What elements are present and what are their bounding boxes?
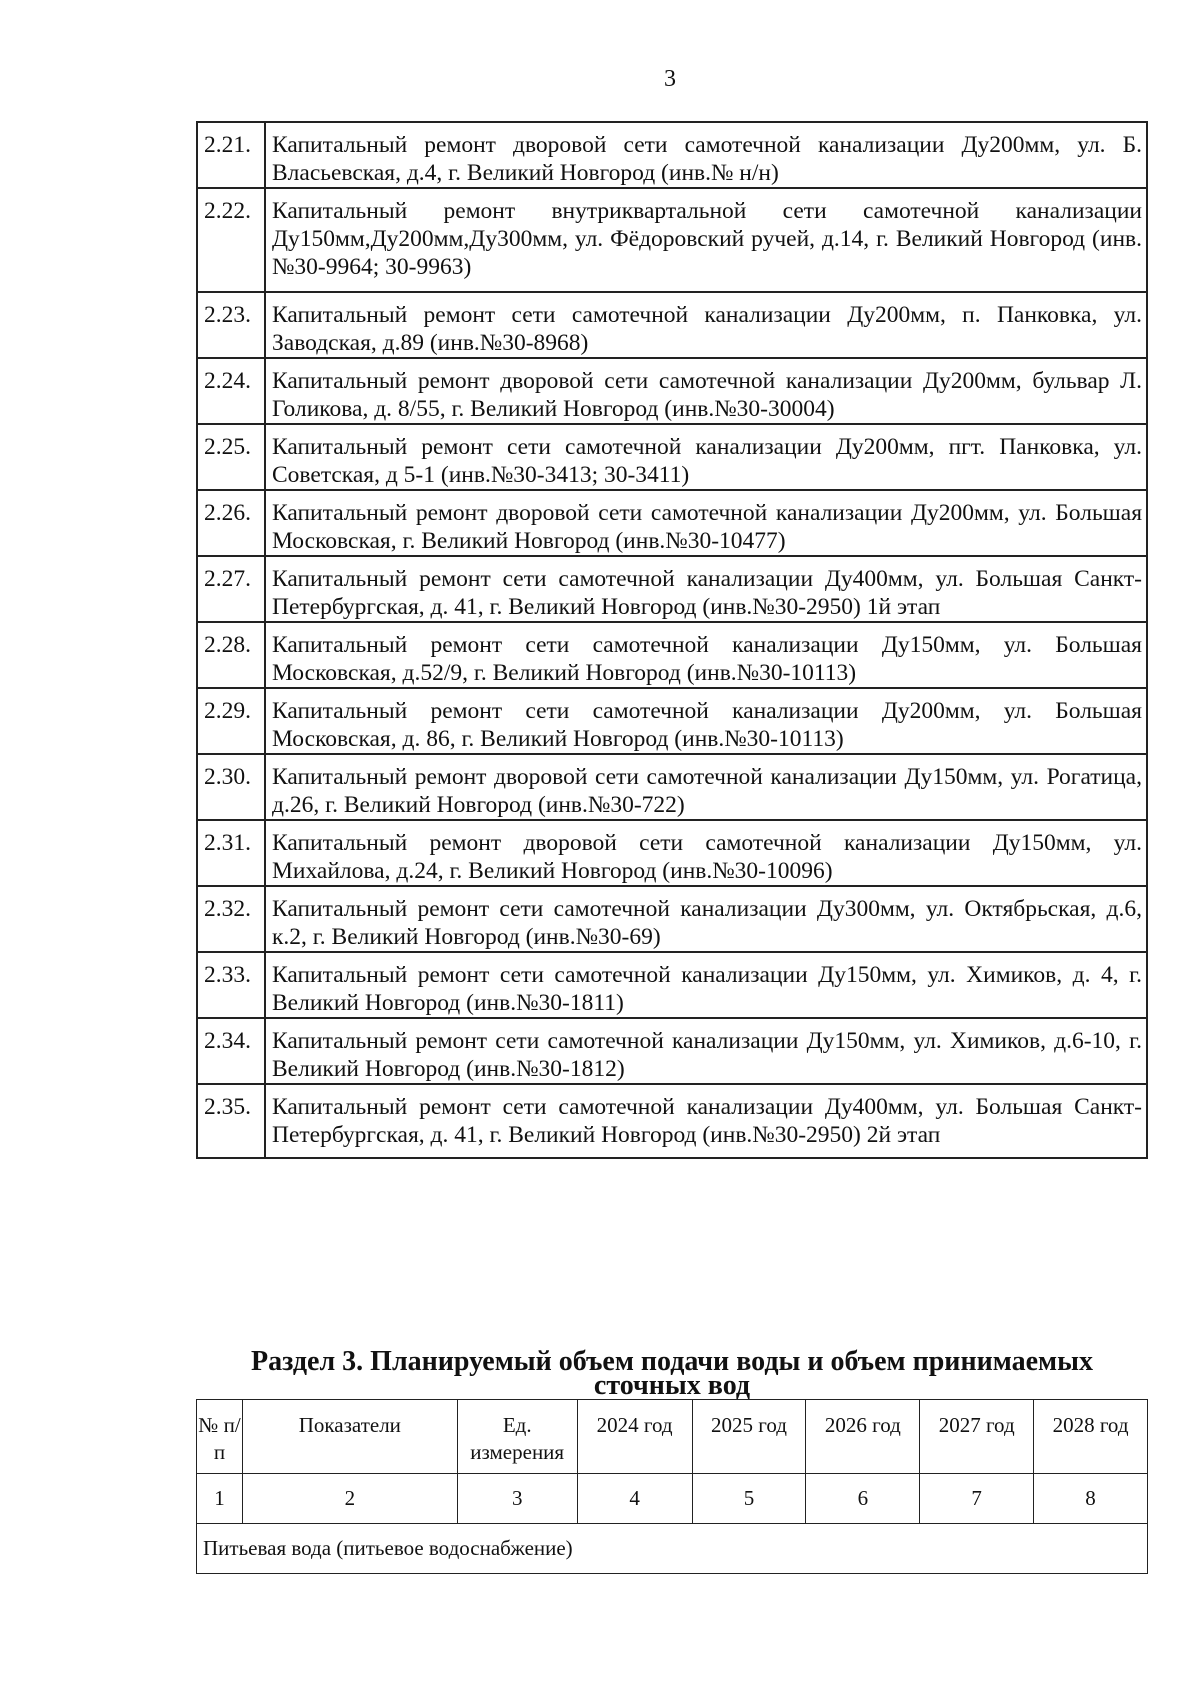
item-number: 2.24.: [197, 358, 265, 424]
item-description: Капитальный ремонт сети самотечной канализации Ду400мм, ул. Большая Санкт-Петербургская, д. 41, г. Великий Новгород (инв.№30-2950) 1й этап: [265, 556, 1147, 622]
table-row: [197, 424, 1147, 490]
item-description: Капитальный ремонт сети самотечной канализации Ду200мм, ул. Большая Московская, д. 86, г. Великий Новгород (инв.№30-10113): [265, 688, 1147, 754]
item-description: Капитальный ремонт дворовой сети самотечной канализации Ду150мм, ул. Рогатица, д.26, г. Великий Новгород (инв.№30-722): [265, 754, 1147, 820]
subheading-row: [197, 1524, 1148, 1574]
column-number: 3: [457, 1474, 577, 1524]
subheading: Питьевая вода (питьевое водоснабжение): [197, 1524, 1148, 1574]
column-header: 2025 год: [692, 1400, 806, 1474]
column-header: 2026 год: [806, 1400, 920, 1474]
item-description: Капитальный ремонт дворовой сети самотечной канализации Ду200мм, ул. Большая Московская, г. Великий Новгород (инв.№30-10477): [265, 490, 1147, 556]
item-number: 2.33.: [197, 952, 265, 1018]
table-row: [197, 886, 1147, 952]
table-row: [197, 292, 1147, 358]
column-header: № п/п: [197, 1400, 243, 1474]
item-description: Капитальный ремонт сети самотечной канализации Ду200мм, пгт. Панковка, ул. Советская, д 5-1 (инв.№30-3413; 30-3411): [265, 424, 1147, 490]
column-number: 1: [197, 1474, 243, 1524]
table-row: [197, 820, 1147, 886]
item-number: 2.32.: [197, 886, 265, 952]
page-number: 3: [664, 66, 676, 92]
item-description: Капитальный ремонт сети самотечной канализации Ду150мм, ул. Химиков, д. 4, г. Великий Новгород (инв.№30-1811): [265, 952, 1147, 1018]
column-number-row: [197, 1474, 1148, 1524]
table-row: [197, 490, 1147, 556]
table-row: [197, 952, 1147, 1018]
table-row: [197, 358, 1147, 424]
item-number: 2.31.: [197, 820, 265, 886]
column-number: 4: [577, 1474, 692, 1524]
item-description: Капитальный ремонт внутриквартальной сети самотечной канализации Ду150мм,Ду200мм,Ду300мм, ул. Фёдоровский ручей, д.14, г. Великий Новгород (инв.№30-9964; 30-9963): [265, 188, 1147, 292]
column-number: 5: [692, 1474, 806, 1524]
table-row: [197, 688, 1147, 754]
column-header: 2027 год: [920, 1400, 1034, 1474]
item-description: Капитальный ремонт сети самотечной канализации Ду150мм, ул. Большая Московская, д.52/9, г. Великий Новгород (инв.№30-10113): [265, 622, 1147, 688]
table-row: [197, 754, 1147, 820]
water-volume-table: [196, 1399, 1148, 1574]
column-number: 8: [1034, 1474, 1148, 1524]
item-number: 2.29.: [197, 688, 265, 754]
item-description: Капитальный ремонт дворовой сети самотечной канализации Ду200мм, ул. Б. Власьевская, д.4, г. Великий Новгород (инв.№ н/н): [265, 122, 1147, 188]
item-number: 2.23.: [197, 292, 265, 358]
item-description: Капитальный ремонт дворовой сети самотечной канализации Ду150мм, ул. Михайлова, д.24, г. Великий Новгород (инв.№30-10096): [265, 820, 1147, 886]
table-row: [197, 122, 1147, 188]
item-description: Капитальный ремонт сети самотечной канализации Ду300мм, ул. Октябрьская, д.6, к.2, г. Великий Новгород (инв.№30-69): [265, 886, 1147, 952]
item-number: 2.26.: [197, 490, 265, 556]
table-row: [197, 556, 1147, 622]
column-number: 7: [920, 1474, 1034, 1524]
item-number: 2.34.: [197, 1018, 265, 1084]
column-header: 2028 год: [1034, 1400, 1148, 1474]
column-header: Показатели: [242, 1400, 457, 1474]
item-number: 2.25.: [197, 424, 265, 490]
item-number: 2.30.: [197, 754, 265, 820]
table-row: [197, 622, 1147, 688]
item-description: Капитальный ремонт сети самотечной канализации Ду400мм, ул. Большая Санкт-Петербургская, д. 41, г. Великий Новгород (инв.№30-2950) 2й этап: [265, 1084, 1147, 1158]
column-header: Ед. измерения: [457, 1400, 577, 1474]
column-number: 6: [806, 1474, 920, 1524]
column-header: 2024 год: [577, 1400, 692, 1474]
item-description: Капитальный ремонт дворовой сети самотечной канализации Ду200мм, бульвар Л. Голикова, д. 8/55, г. Великий Новгород (инв.№30-30004): [265, 358, 1147, 424]
item-number: 2.28.: [197, 622, 265, 688]
section-title: Раздел 3. Планируемый объем подачи воды и объем принимаемых сточных вод: [251, 1346, 1093, 1401]
item-number: 2.21.: [197, 122, 265, 188]
item-description: Капитальный ремонт сети самотечной канализации Ду150мм, ул. Химиков, д.6-10, г. Великий Новгород (инв.№30-1812): [265, 1018, 1147, 1084]
column-number: 2: [242, 1474, 457, 1524]
item-number: 2.27.: [197, 556, 265, 622]
repair-items-table: [196, 121, 1148, 1159]
table-row: [197, 1084, 1147, 1158]
item-number: 2.22.: [197, 188, 265, 292]
item-description: Капитальный ремонт сети самотечной канализации Ду200мм, п. Панковка, ул. Заводская, д.89 (инв.№30-8968): [265, 292, 1147, 358]
table-row: [197, 1018, 1147, 1084]
table-header-row: [197, 1400, 1148, 1474]
item-number: 2.35.: [197, 1084, 265, 1158]
table-row: [197, 188, 1147, 292]
